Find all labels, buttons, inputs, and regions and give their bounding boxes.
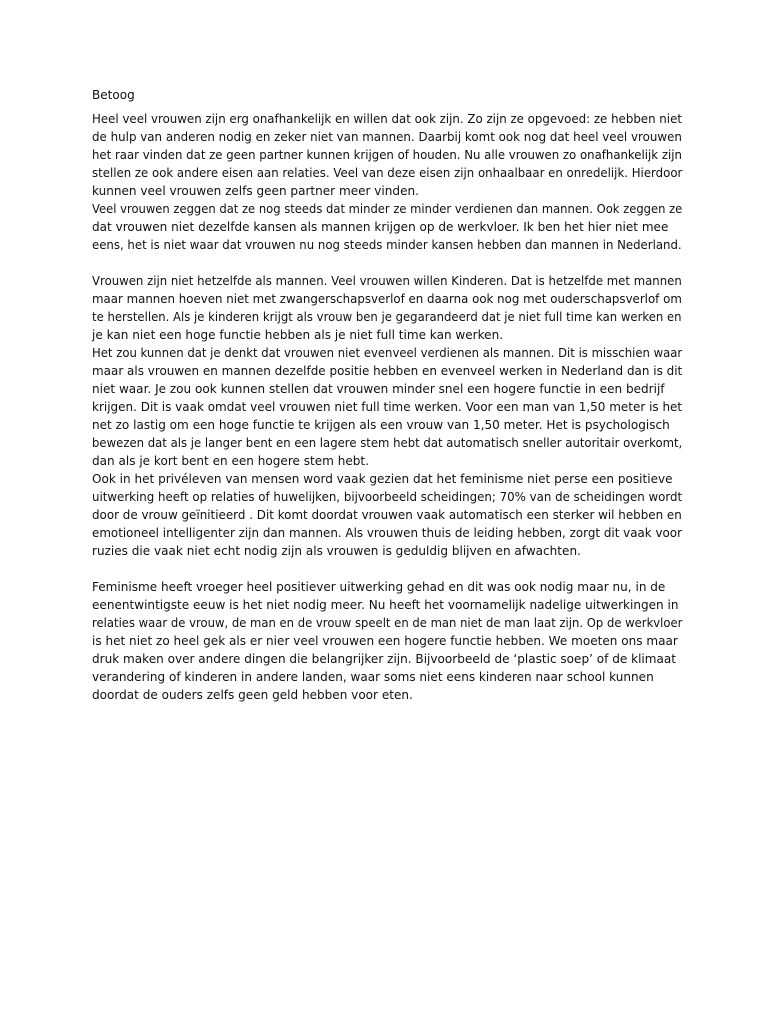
text-line: Vrouwen zijn niet hetzelfde als mannen. Veel vrouwen willen Kinderen. Dat is hetzelfde met mannen: [92, 274, 682, 288]
text-line: dan als je kort bent en een hogere stem hebt.: [92, 454, 369, 468]
document-body: [92, 86, 682, 704]
document-title: Betoog: [92, 88, 135, 102]
text-line: krijgen. Dit is vaak omdat veel vrouwen niet full time werken. Voor een man van 1,50 meter is het: [92, 400, 683, 414]
text-line: Heel veel vrouwen zijn erg onafhankelijk en willen dat ook zijn. Zo zijn ze opgevoed: ze hebben niet: [92, 112, 682, 126]
text-line: dat vrouwen niet dezelfde kansen als mannen krijgen op de werkvloer. Ik ben het hier niet mee: [92, 220, 669, 234]
text-line: eenentwintigste eeuw is het niet nodig meer. Nu heeft het voornamelijk nadelige uitwerkingen in: [92, 598, 679, 612]
text-line: druk maken over andere dingen die belangrijker zijn. Bijvoorbeeld de ‘plastic soep’ of de klimaat: [92, 652, 676, 666]
paragraph: [92, 470, 682, 560]
paragraph: [92, 200, 682, 254]
text-line: doordat de ouders zelfs geen geld hebben voor eten.: [92, 688, 413, 702]
text-line: Het zou kunnen dat je denkt dat vrouwen niet evenveel verdienen als mannen. Dit is misschien waar: [92, 346, 683, 360]
text-line: net zo lastig om een hoge functie te krijgen als een vrouw van 1,50 meter. Het is psychologisch: [92, 418, 670, 432]
text-line: is het niet zo heel gek als er nier veel vrouwen een hogere functie hebben. We moeten ons maar: [92, 634, 678, 648]
text-line: maar als vrouwen en mannen dezelfde positie hebben en evenveel werken in Nederland dan is dit: [92, 364, 683, 378]
paragraph: [92, 578, 682, 704]
text-line: de hulp van anderen nodig en zeker niet van mannen. Daarbij komt ook nog dat heel veel vrouwen: [92, 130, 682, 144]
text-line: niet waar. Je zou ook kunnen stellen dat vrouwen minder snel een hogere functie in een bedrijf: [92, 382, 665, 396]
text-line: emotioneel intelligenter zijn dan mannen. Als vrouwen thuis de leiding hebben, zorgt dit vaak voor: [92, 526, 682, 540]
text-line: door de vrouw geïnitieerd . Dit komt doordat vrouwen vaak automatisch een sterker wil hebben en: [92, 508, 682, 522]
paragraph: [92, 110, 682, 200]
text-line: bewezen dat als je langer bent en een lagere stem hebt dat automatisch sneller autoritair overkomt,: [92, 436, 683, 450]
text-line: eens, het is niet waar dat vrouwen nu nog steeds minder kansen hebben dan mannen in Nederland.: [92, 238, 682, 252]
text-line: je kan niet een hoge functie hebben als je niet full time kan werken.: [92, 328, 504, 342]
text-line: ruzies die vaak niet echt nodig zijn als vrouwen is geduldig blijven en afwachten.: [92, 544, 581, 558]
paragraph: [92, 272, 682, 344]
text-line: verandering of kinderen in andere landen, waar soms niet eens kinderen naar school kunnen: [92, 670, 654, 684]
text-line: kunnen veel vrouwen zelfs geen partner meer vinden.: [92, 184, 419, 198]
text-line: relaties waar de vrouw, de man en de vrouw speelt en de man niet de man laat zijn. Op de werkvloer: [92, 616, 683, 630]
text-line: uitwerking heeft op relaties of huwelijken, bijvoorbeeld scheidingen; 70% van de scheidingen wordt: [92, 490, 683, 504]
text-line: te herstellen. Als je kinderen krijgt als vrouw ben je gegarandeerd dat je niet full time kan werken en: [92, 310, 682, 324]
paragraph: [92, 344, 682, 470]
text-line: maar mannen hoeven niet met zwangerschapsverlof en daarna ook nog met ouderschapsverlof om: [92, 292, 682, 306]
text-line: Veel vrouwen zeggen dat ze nog steeds dat minder ze minder verdienen dan mannen. Ook zeggen ze: [92, 202, 683, 216]
paragraph-spacer: [92, 254, 682, 272]
paragraph-list: [92, 110, 682, 704]
paragraph-spacer: [92, 560, 682, 578]
text-line: Feminisme heeft vroeger heel positiever uitwerking gehad en dit was ook nodig maar nu, in de: [92, 580, 666, 594]
text-line: het raar vinden dat ze geen partner kunnen krijgen of houden. Nu alle vrouwen zo onafhankelijk zijn: [92, 148, 682, 162]
text-line: stellen ze ook andere eisen aan relaties. Veel van deze eisen zijn onhaalbaar en onredelijk. Hierdoor: [92, 166, 683, 180]
text-line: Ook in het privéleven van mensen word vaak gezien dat het feminisme niet perse een positieve: [92, 472, 673, 486]
